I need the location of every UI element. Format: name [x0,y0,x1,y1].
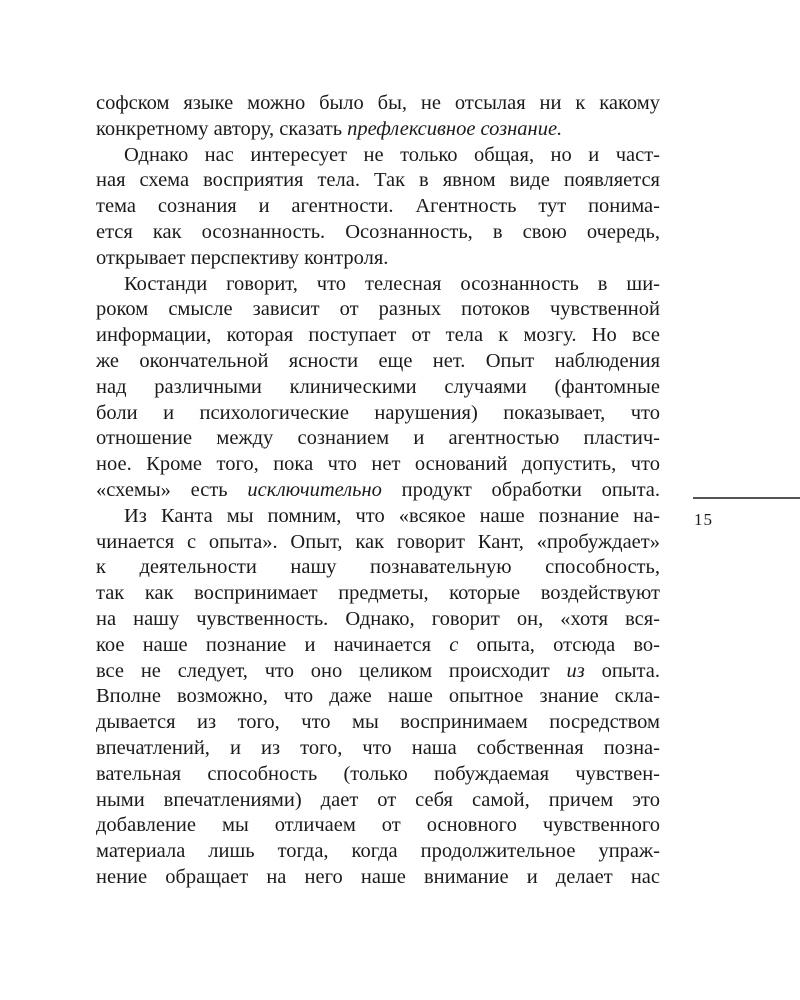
text-line [96,246,660,272]
text-segment: роком смысле зависит от разных потоков чувственной [96,298,660,321]
text-line [96,297,660,323]
text-segment: чинается с опыта». Опыт, как говорит Кант, «пробуждает» [96,530,660,553]
text-segment: опыта, отсюда во- [458,633,661,656]
text-segment: ными впечатлениями) дает от себя самой, причем это [96,788,660,811]
text-segment: кое наше познание и начинается [96,633,450,656]
text-line [96,272,660,298]
body-text [96,91,660,891]
text-segment: же окончательной ясности еще нет. Опыт наблюдения [96,349,660,372]
text-segment: нение обращает на него наше внимание и делает нас [96,865,660,888]
text-line [96,865,660,891]
text-segment: конкретному автору, сказать [96,117,348,140]
text-line [96,710,660,736]
text-segment: опыта. [584,659,660,682]
text-line [96,349,660,375]
text-segment: продукт обработки опыта. [381,478,661,501]
italic-text: с [449,633,459,656]
text-line [96,684,660,710]
text-segment: добавление мы отличаем от основного чувственного [96,814,660,837]
text-segment: информации, которая поступает от тела к мозгу. Но все [96,324,660,347]
text-segment: софском языке можно было бы, не отсылая ни к какому [96,92,660,114]
text-line [96,736,660,762]
text-line [96,323,660,349]
text-line [96,504,660,530]
text-line [96,143,660,169]
text-segment: над различными клиническими случаями (фантомные [96,375,660,398]
text-segment: Вполне возможно, что даже наше опытное знание скла- [96,685,660,708]
text-segment: на нашу чувственность. Однако, говорит он, «хотя вся- [96,607,660,630]
text-segment: открывает перспективу контроля. [96,246,389,269]
text-line [96,813,660,839]
text-line [96,581,660,607]
page-number: 15 [694,510,713,529]
text-segment: «схемы» есть [96,478,248,501]
margin-rule [693,497,800,499]
text-line [96,530,660,556]
text-line [96,762,660,788]
italic-text: из [566,659,585,682]
text-segment: Однако нас интересует не только общая, но и част- [124,143,660,166]
text-segment: ная схема восприятия тела. Так в явном виде появляется [96,169,660,192]
text-line [96,91,660,117]
text-segment: тема сознания и агентности. Агентность тут понима- [96,195,660,218]
text-segment: ется как осознанность. Осознанность, в свою очередь, [96,220,660,243]
text-segment: материала лишь тогда, когда продолжительное упраж- [96,840,660,863]
text-line [96,555,660,581]
text-segment: Из Канта мы помним, что «всякое наше познание на- [124,504,660,527]
text-line [96,633,660,659]
text-line [96,659,660,685]
text-segment: к деятельности нашу познавательную способность, [96,556,660,579]
text-line [96,401,660,427]
italic-text: префлексивное сознание. [347,117,563,140]
text-line [96,426,660,452]
text-segment: боли и психологические нарушения) показывает, что [96,401,660,424]
text-line [96,452,660,478]
text-line [96,194,660,220]
text-line [96,168,660,194]
text-line [96,375,660,401]
text-line [96,478,660,504]
text-line [96,117,660,143]
text-segment: ное. Кроме того, пока что нет оснований допустить, что [96,453,660,476]
text-line [96,220,660,246]
text-segment: отношение между сознанием и агентностью пластич- [96,427,660,450]
text-line [96,607,660,633]
text-segment: дывается из того, что мы воспринимаем посредством [96,711,660,734]
text-segment: так как воспринимает предметы, которые воздействуют [96,582,660,605]
italic-text: исключительно [247,478,382,501]
text-segment: все не следует, что оно целиком происходит [96,659,567,682]
text-segment: Костанди говорит, что телесная осознанность в ши- [124,272,660,295]
text-segment: впечатлений, и из того, что наша собственная позна- [96,736,660,759]
text-segment: вательная способность (только побуждаемая чувствен- [96,762,660,785]
text-line [96,788,660,814]
text-line [96,839,660,865]
